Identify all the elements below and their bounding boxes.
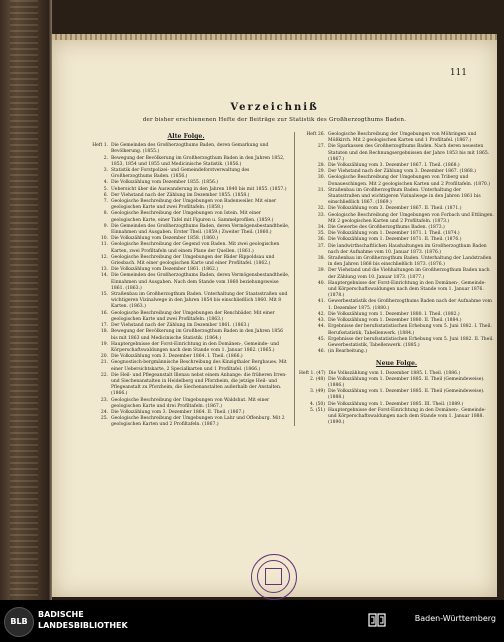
list-item bbox=[299, 408, 494, 427]
list-item bbox=[299, 188, 494, 207]
list-item bbox=[299, 213, 494, 225]
library-name-line2: LANDESBIBLIOTHEK bbox=[38, 621, 128, 630]
list-item bbox=[299, 389, 494, 401]
left-entry-list bbox=[82, 143, 290, 428]
entry-text: Straßenbau im Großherzogthum Baden. Unterhaltung der Staatsstraßen und wichtigeren Vizinalwege in den Jahren 1861 bis einschließlich 1867. (1869.) bbox=[328, 187, 481, 206]
entry-text: (in Bearbeitung.) bbox=[328, 349, 367, 355]
entry-number: 40. bbox=[317, 280, 325, 286]
list-item bbox=[82, 273, 290, 292]
entry-number: 2. (48) bbox=[310, 376, 325, 382]
entry-text: Bewegung der Bevölkerung im Großherzogthum Baden in den Jahren 1852, 1853, 1854 und 1855 und Medicinische Statistik. (1856.) bbox=[111, 155, 285, 167]
list-item bbox=[82, 373, 290, 398]
library-name-line1: BADISCHE bbox=[38, 610, 84, 619]
entry-number: 6. bbox=[103, 192, 108, 198]
stamp-emblem bbox=[265, 568, 282, 585]
entry-number: 39. bbox=[317, 268, 325, 274]
list-item bbox=[299, 256, 494, 268]
new-entry-list bbox=[299, 371, 494, 427]
list-item bbox=[82, 292, 290, 311]
list-item bbox=[82, 211, 290, 223]
entry-number: 45. bbox=[317, 336, 325, 342]
entry-text: Die landwirthschaftlichen Haushaltungen im Großherzogthum Baden nach der Aufnahme vom 10. Januar 1873. (1876.) bbox=[328, 243, 487, 255]
page-number: 111 bbox=[449, 68, 467, 78]
list-item bbox=[82, 224, 290, 236]
entry-number: 30. bbox=[317, 175, 325, 181]
entry-number: 31. bbox=[317, 187, 325, 193]
list-item bbox=[299, 349, 494, 355]
entry-number: 8. bbox=[103, 211, 108, 217]
entry-text: Die Volkszählung vom 1. Dezember 1871. II. Theil. (1876.) bbox=[328, 237, 462, 243]
entry-number: 4. bbox=[103, 180, 108, 186]
entry-number: Heft 1. bbox=[92, 143, 108, 149]
entry-number: 21. bbox=[100, 360, 108, 366]
list-item bbox=[299, 377, 494, 389]
section-heading-alte-folge: Alte Folge. bbox=[167, 133, 205, 140]
entry-text: Geognostisch-bergmännische Beschreibung des Kinzigthaler Bergbaues. Mit einer Uebersichtskarte, 2 Specialkarten und 1 Profiltafel. (1866.) bbox=[111, 360, 287, 372]
entry-text: Geologische Beschreibung der Umgebungen von Forbach und Ettlingen. Mit 2 geologischen Karten und 2 Profiltafeln. (1873.) bbox=[328, 212, 494, 224]
entry-text: Geologische Beschreibung der Gegend von Baden. Mit zwei geologischen Karten, zwei Profiltafeln und einem Plane der Quellen. (1861.) bbox=[111, 242, 280, 254]
entry-number: 38. bbox=[317, 256, 325, 262]
entry-text: Die Gemeinden des Großherzogthums Baden, deren Vermögensbestandtheile, Einnahmen und Ausgaben. Nach dem Stande vom 1860 beziehungsweise 1861. (1863.) bbox=[111, 273, 290, 291]
entry-text: Die Volkszählung vom 3. Dezember 1867. I. Theil. (1868.) bbox=[328, 163, 460, 169]
page-title: Verzeichniß bbox=[230, 102, 319, 113]
entry-number: 14. bbox=[100, 273, 108, 279]
entry-number: 15. bbox=[100, 292, 108, 298]
scanned-page bbox=[52, 40, 497, 597]
entry-text: Der Viehstand nach der Zählung im Dezember 1855. (1858.) bbox=[111, 192, 250, 198]
entry-text: Ergebnisse der berufsstatistischen Erhebung vom 5. Juni 1882. I. Theil. Berufsstatistik, Tabellenwerk. (1884.) bbox=[328, 324, 492, 336]
entry-number: 43. bbox=[317, 318, 325, 324]
entry-text: Straßenbau im Großherzogthum Baden. Unterhaltung der Staatsstraßen und wichtigeren Vizinalwege in den Jahren 1854 bis einschließlich 1860. Mit 8 Karten. (1863.) bbox=[111, 292, 288, 310]
entry-number: 16. bbox=[100, 310, 108, 316]
entry-text: Ergebnisse der berufsstatistischen Erhebung vom 5. Juni 1882. II. Theil. Gewerbestatistik, Tabellenwerk. (1885.) bbox=[328, 336, 494, 348]
entry-number: 29. bbox=[317, 169, 325, 175]
entry-text: Statistik der Forstpolizei- und Gemeindeforstverwaltung des Großherzogthums Baden. (1856.) bbox=[111, 168, 250, 180]
entry-number: 2. bbox=[103, 155, 108, 161]
list-item bbox=[82, 168, 290, 180]
state-name[interactable]: Baden-Württemberg bbox=[414, 614, 496, 623]
entry-number: 36. bbox=[317, 237, 325, 243]
entry-number: Heft 26. bbox=[306, 132, 325, 137]
entry-text: Die Volkszählung vom Dezember 1861. (1862.) bbox=[111, 267, 219, 273]
entry-number: 20. bbox=[100, 354, 108, 360]
entry-text: Gewerbestatistik des Großherzogthums Baden nach der Aufnahme vom 1. Dezember 1875. (1880.) bbox=[328, 299, 492, 311]
entry-text: Die Heil- und Pflegeanstalt Illenau nebst einem Anhange: die früheren Irren- und Siechenanstalten in Heidelberg und Pforzheim, die jetzige Heil- und Pflegeanstalt zu Pforzheim, die Siechenanstalten außerhalb der Anstalten. (1866.) bbox=[111, 372, 287, 397]
entry-number: 28. bbox=[317, 163, 325, 169]
list-item bbox=[82, 329, 290, 341]
list-item bbox=[82, 342, 290, 354]
entry-text: Geologische Beschreibung der Umgebungen von Triberg und Donaueschingen. Mit 2 geologischen Karten und 2 Profiltafeln. (1870.) bbox=[328, 175, 490, 187]
entry-number: 9. bbox=[103, 223, 108, 229]
list-item bbox=[299, 175, 494, 187]
entry-number: 37. bbox=[317, 243, 325, 249]
entry-number: Heft 1. (47) bbox=[299, 370, 326, 376]
entry-number: 11. bbox=[100, 242, 108, 248]
entry-text: Die Volkszählung vom 1. Dezember 1871. I. Theil. (1874.) bbox=[328, 231, 460, 237]
entry-number: 5. (51) bbox=[310, 407, 325, 413]
entry-text: Bewegung der Bevölkerung im Großherzogthum Baden in den Jahren 1856 bis mit 1863 und Medicinische Statistik. (1864.) bbox=[111, 329, 283, 341]
entry-number: 12. bbox=[100, 254, 108, 260]
entry-text: Die Gemeinden des Großherzogthums Baden, deren Vermögensbestandtheile, Einnahmen und Ausgaben. Erster Theil. (1859.) Zweiter Theil. (1860.) bbox=[111, 223, 290, 236]
baden-wuerttemberg-lion-icon bbox=[368, 611, 386, 629]
entry-number: 27. bbox=[317, 144, 325, 150]
list-item bbox=[82, 311, 290, 323]
list-item bbox=[299, 268, 494, 280]
entry-number: 25. bbox=[100, 416, 108, 422]
entry-text: Die Volkszählung vom 3. Dezember 1867. II. Theil. (1871.) bbox=[328, 206, 462, 212]
entry-text: Uebersicht über die Auswanderung in den Jahren 1840 bis mit 1855. (1857.) bbox=[111, 186, 287, 192]
entry-number: 3. bbox=[103, 168, 108, 174]
blb-logo-icon[interactable]: BLB bbox=[4, 607, 34, 637]
list-item bbox=[82, 199, 290, 211]
list-item bbox=[82, 360, 290, 372]
entry-text: Die Volkszählung vom 1. Dezember 1880. II. Theil. (1884.) bbox=[328, 318, 462, 324]
entry-text: Der Viehstand und die Viehhaltungen im Großherzogthum Baden nach der Zählung vom 10. Januar 1873. (1877.) bbox=[328, 268, 490, 280]
entry-number: 17. bbox=[100, 323, 108, 329]
entry-number: 35. bbox=[317, 231, 325, 237]
entry-number: 13. bbox=[100, 267, 108, 273]
list-item bbox=[299, 281, 494, 300]
entry-text: Hauptergebnisse der Forst-Einrichtung in den Domänen-, Gemeinde- und Körperschaftswaldungen nach dem Stande vom 1. Januar 1862. (1865.) bbox=[111, 341, 279, 353]
entry-text: Die Sparkassen des Großherzogthums Baden. Nach deren neuesten Statuten und den Rechnungsergebnissen der Jahre 1853 bis mit 1865. (1867.) bbox=[328, 144, 490, 162]
entry-number: 3. (49) bbox=[310, 389, 325, 395]
entry-text: Geologische Beschreibung der Umgebungen der Bäder Rippoldsau und Griesbach. Mit einer geologischen Karte und einer Profiltafel. (1862.) bbox=[111, 254, 275, 267]
entry-text: Die Volkszählung vom 1. Dezember 1885. III. Theil. (1889.) bbox=[328, 401, 464, 407]
entry-number: 10. bbox=[100, 236, 108, 242]
entry-text: Der Viehstand nach der Zählung vom 3. Dezember 1867. (1868.) bbox=[328, 169, 476, 175]
entry-text: Hauptergebnisse der Forst-Einrichtung in den Domänen-, Gemeinde- und Körperschaftswaldungen nach dem Stande vom 1. Januar 1876. (1878.) bbox=[328, 280, 486, 299]
entry-text: Die Volkszählung vom 1. Dezember 1885. II. Theil (Gemeindeweise). (1886.) bbox=[328, 376, 485, 388]
entry-number: 24. bbox=[100, 409, 108, 415]
right-margin bbox=[497, 34, 504, 600]
list-item bbox=[82, 242, 290, 254]
library-name[interactable] bbox=[38, 609, 128, 631]
entry-text: Geologische Beschreibung der Umgebungen von Möhringen und Mößkirch. Mit 2 geologischen Karten und 1 Profiltafel. (1867.) bbox=[328, 132, 477, 144]
entry-number: 42. bbox=[317, 311, 325, 317]
entry-number: 32. bbox=[317, 206, 325, 212]
list-item bbox=[82, 143, 290, 155]
section-heading-neue-folge: Neue Folge. bbox=[375, 360, 418, 368]
entry-text: Geologische Beschreibung der Umgebungen der Renchbäder. Mit einer geologischen Karte und zwei Profiltafeln. (1863.) bbox=[111, 310, 275, 322]
entry-text: Straßenbau im Großherzogthum Baden. Unterhaltung der Landstraßen in den Jahren 1868 bis einschließlich 1873. (1876.) bbox=[328, 256, 492, 268]
entry-text: Geologische Beschreibung der Umgebungen von Waldshut. Mit einer geologischen Karte und drei Profiltafeln. (1867.) bbox=[111, 397, 270, 409]
entry-text: Der Viehstand nach der Zählung im Dezember 1861. (1863.) bbox=[111, 323, 250, 329]
list-item bbox=[299, 132, 494, 144]
entry-number: 41. bbox=[317, 299, 325, 305]
entry-text: Die Volkszählung vom 1. Dezember 1885. I. Theil. (1886.) bbox=[328, 370, 461, 376]
left-column bbox=[82, 132, 290, 429]
right-column bbox=[294, 132, 494, 426]
entry-text: Geologische Beschreibung der Umgebungen von Badenweiler. Mit einer geologischen Karte und zwei Profiltafeln. (1858.) bbox=[111, 199, 277, 211]
entry-text: Die Volkszählung vom Dezember 1855. (1856.) bbox=[111, 180, 219, 186]
entry-number: 44. bbox=[317, 324, 325, 330]
library-stamp bbox=[251, 554, 297, 600]
entry-number: 4. (50) bbox=[310, 401, 325, 407]
entry-text: Die Gemeinden des Großherzogthums Baden, deren Gemarkung und Bevölkerung. (1855.) bbox=[111, 143, 269, 155]
list-item bbox=[299, 144, 494, 163]
list-item bbox=[299, 337, 494, 349]
entry-text: Geologische Beschreibung der Umgebungen von Lahr und Offenburg. Mit 2 geologischen Karten und 2 Profiltafeln. (1867.) bbox=[111, 416, 285, 428]
entry-number: 34. bbox=[317, 225, 325, 231]
entry-number: 19. bbox=[100, 341, 108, 347]
viewer-footer bbox=[0, 600, 504, 642]
entry-text: Die Volkszählung vom Dezember 1858. (1860.) bbox=[111, 236, 219, 242]
page-subtitle: der bisher erschienenen Hefte der Beiträge zur Statistik des Großherzogthums Baden. bbox=[142, 117, 407, 123]
right-entry-list bbox=[299, 132, 494, 355]
binding-stitching bbox=[10, 0, 38, 600]
entry-text: Die Volkszählung vom 3. Dezember 1864. I. Theil. (1866.) bbox=[111, 354, 243, 360]
entry-number: 46. bbox=[317, 349, 325, 355]
list-item bbox=[299, 324, 494, 336]
entry-text: Die Gewerbe des Großherzogthums Baden. (1873.) bbox=[328, 225, 445, 231]
entry-number: 5. bbox=[103, 186, 108, 192]
entry-number: 33. bbox=[317, 212, 325, 218]
list-item bbox=[82, 416, 290, 428]
entry-text: Die Volkszählung vom 1. Dezember 1885. II. Theil (Gemeindeweise). (1888.) bbox=[328, 389, 485, 401]
list-item bbox=[299, 244, 494, 256]
list-item bbox=[299, 299, 494, 311]
list-item bbox=[82, 255, 290, 267]
entry-text: Geologische Beschreibung der Umgebungen von Istein. Mit einer geologischen Karte, einer Tafel mit Figuren u. Sammelprofilen. (1859.) bbox=[111, 211, 274, 223]
list-item bbox=[82, 156, 290, 168]
entry-text: Die Volkszählung vom 3. Dezember 1864. II. Theil. (1867.) bbox=[111, 409, 245, 415]
entry-number: 23. bbox=[100, 397, 108, 403]
entry-number: 7. bbox=[103, 199, 108, 205]
list-item bbox=[82, 398, 290, 410]
entry-text: Die Volkszählung vom 1. Dezember 1880. I. Theil. (1882.) bbox=[328, 311, 460, 317]
entry-number: 18. bbox=[100, 329, 108, 335]
entry-number: 22. bbox=[100, 372, 108, 378]
entry-text: Hauptergebnisse der Forst-Einrichtung in den Domänen-, Gemeinde- und Körperschaftswaldungen nach dem Stande vom 1. Januar 1888. (1890.) bbox=[328, 407, 486, 426]
